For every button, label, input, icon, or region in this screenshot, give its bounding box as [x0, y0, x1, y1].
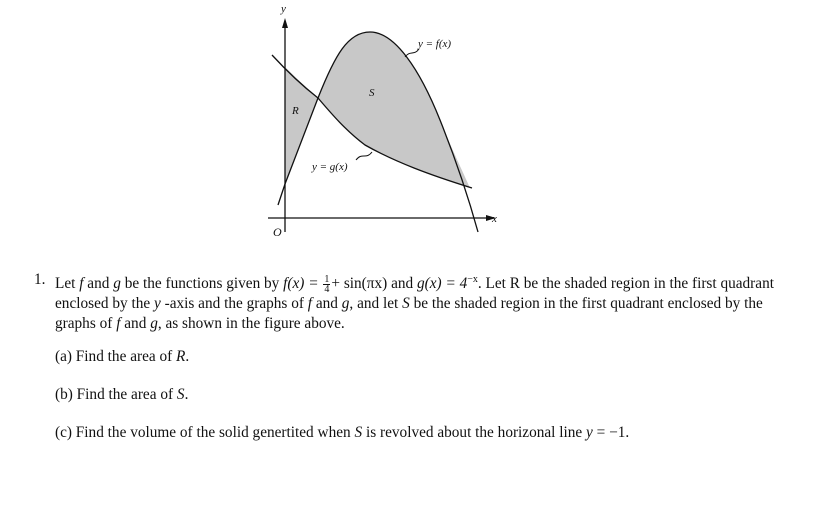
problem-statement: [34, 270, 774, 333]
problem-text: and: [83, 275, 114, 293]
problem-text: Let: [55, 275, 80, 293]
problem-text: and: [312, 295, 342, 313]
y-axis-arrow: [282, 18, 288, 28]
f-definition-rhs: + sin(πx): [331, 275, 388, 293]
region-s-label: S: [369, 87, 375, 99]
x-axis-label: x: [492, 213, 497, 225]
curve-g-label: y = g(x): [312, 161, 348, 173]
g-definition-exponent: −x: [467, 274, 478, 285]
y-axis-label: y: [281, 3, 286, 15]
part-c-text: (c) Find the volume of the solid genertited when: [55, 424, 355, 441]
g-definition-lhs: g(x) = 4: [417, 275, 468, 293]
part-c-text: is revolved about the horizonal line: [362, 424, 587, 441]
part-c-suffix: = −1.: [592, 424, 630, 441]
math-y: y: [153, 295, 161, 313]
math-s: S: [354, 424, 363, 441]
graph-figure: [0, 0, 814, 250]
pointer-f: [405, 49, 419, 57]
problem-body: [55, 270, 774, 333]
math-s: S: [402, 295, 410, 313]
part-b-text: (b) Find the area of: [55, 386, 177, 403]
f-definition-lhs: f(x) =: [283, 275, 323, 293]
math-y: y: [586, 424, 593, 441]
fraction-denominator: 4: [324, 284, 330, 296]
question-part-a: [55, 348, 189, 366]
math-g: g: [341, 295, 350, 313]
question-part-b: [55, 386, 188, 404]
problem-text: be the shaded region in the first quadrant enclosed by the graphs of: [55, 295, 763, 332]
curve-f-label: y = f(x): [418, 38, 452, 50]
math-f: f: [116, 314, 121, 332]
problem-text: be the functions given by: [120, 275, 284, 293]
problem-text: , as shown in the figure above.: [157, 314, 345, 332]
pointer-g: [356, 152, 372, 160]
math-r: R: [176, 348, 186, 365]
problem-text: . Let R be the shaded region in the first quadrant enclosed by the: [55, 275, 774, 313]
problem-text: and: [387, 275, 417, 293]
fraction-numerator: 1: [324, 274, 330, 286]
problem-text: -axis and the graphs of: [160, 295, 308, 313]
part-a-suffix: .: [185, 348, 190, 365]
math-f: f: [79, 275, 84, 293]
part-b-suffix: .: [184, 386, 189, 403]
question-part-c: [55, 424, 629, 442]
fraction-one-quarter: [323, 275, 330, 294]
region-r-label: R: [292, 105, 299, 117]
origin-label: O: [273, 225, 282, 239]
problem-text: , and let: [349, 295, 403, 313]
problem-number: 1.: [34, 271, 46, 288]
math-s: S: [176, 386, 185, 403]
math-g: g: [113, 275, 121, 293]
math-g: g: [150, 314, 158, 332]
part-a-text: (a) Find the area of: [55, 348, 177, 365]
problem-text: and: [120, 314, 151, 332]
math-f: f: [307, 295, 313, 313]
